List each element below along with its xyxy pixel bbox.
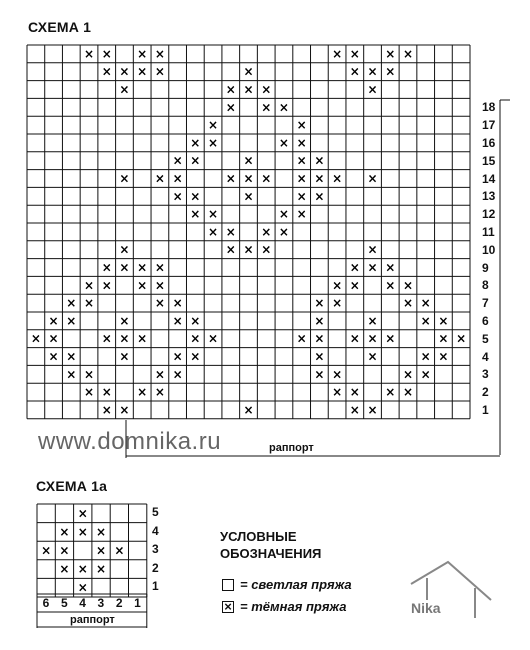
dark-stitch-cross: × bbox=[119, 242, 130, 257]
dark-stitch-cross: × bbox=[225, 242, 236, 257]
dark-stitch-cross: × bbox=[385, 331, 396, 346]
row-number: 1 bbox=[152, 579, 159, 594]
dark-stitch-cross: × bbox=[332, 385, 343, 400]
dark-stitch-cross: × bbox=[278, 224, 289, 239]
dark-stitch-cross: × bbox=[420, 296, 431, 311]
legend-light-label: = светлая пряжа bbox=[240, 577, 352, 592]
dark-stitch-cross: × bbox=[190, 189, 201, 204]
dark-stitch-cross: × bbox=[59, 524, 70, 539]
dark-stitch-cross: × bbox=[190, 313, 201, 328]
dark-stitch-cross: × bbox=[367, 82, 378, 97]
dark-stitch-cross: × bbox=[402, 367, 414, 382]
dark-stitch-cross: × bbox=[101, 402, 112, 417]
dark-stitch-cross: × bbox=[349, 331, 360, 346]
dark-stitch-cross: × bbox=[420, 367, 431, 382]
dark-stitch-cross: × bbox=[314, 296, 325, 311]
dark-stitch-cross: × bbox=[296, 118, 307, 133]
dark-stitch-cross: × bbox=[77, 562, 88, 577]
dark-stitch-cross: × bbox=[137, 64, 148, 79]
dark-cross-icon bbox=[222, 601, 234, 613]
dark-stitch-cross: × bbox=[420, 349, 431, 364]
dark-stitch-cross: × bbox=[208, 118, 219, 133]
dark-stitch-cross: × bbox=[48, 313, 59, 328]
dark-stitch-cross: × bbox=[243, 402, 254, 417]
dark-stitch-cross: × bbox=[59, 562, 70, 577]
dark-stitch-cross: × bbox=[243, 64, 254, 79]
dark-stitch-cross: × bbox=[190, 135, 201, 150]
dark-stitch-cross: × bbox=[41, 543, 52, 558]
dark-stitch-cross: × bbox=[190, 331, 201, 346]
dark-stitch-cross: × bbox=[261, 82, 272, 97]
dark-stitch-cross: × bbox=[96, 562, 107, 577]
dark-stitch-cross: × bbox=[77, 524, 88, 539]
schema1-rapport-label: раппорт bbox=[269, 442, 314, 454]
dark-stitch-cross: × bbox=[154, 260, 165, 275]
dark-stitch-cross: × bbox=[66, 367, 77, 382]
dark-stitch-cross: × bbox=[243, 153, 254, 168]
dark-stitch-cross: × bbox=[137, 46, 148, 61]
dark-stitch-cross: × bbox=[261, 100, 272, 115]
light-square-icon bbox=[222, 579, 234, 591]
dark-stitch-cross: × bbox=[137, 278, 148, 293]
dark-stitch-cross: × bbox=[66, 349, 77, 364]
dark-stitch-cross: × bbox=[349, 46, 360, 61]
dark-stitch-cross: × bbox=[367, 64, 378, 79]
dark-stitch-cross: × bbox=[119, 64, 130, 79]
dark-stitch-cross: × bbox=[119, 402, 130, 417]
dark-stitch-cross: × bbox=[296, 189, 307, 204]
dark-stitch-cross: × bbox=[367, 242, 378, 257]
dark-stitch-cross: × bbox=[225, 224, 236, 239]
row-number: 16 bbox=[482, 136, 496, 150]
row-number: 17 bbox=[482, 118, 496, 133]
dark-stitch-cross: × bbox=[101, 385, 112, 400]
dark-stitch-cross: × bbox=[438, 331, 449, 346]
dark-stitch-cross: × bbox=[119, 82, 130, 97]
dark-stitch-cross: × bbox=[119, 331, 130, 346]
dark-stitch-cross: × bbox=[420, 313, 431, 328]
dark-stitch-cross: × bbox=[154, 278, 165, 293]
logo-text: Nika bbox=[411, 600, 441, 616]
dark-stitch-cross: × bbox=[83, 296, 95, 311]
dark-stitch-cross: × bbox=[208, 331, 219, 346]
dark-stitch-cross: × bbox=[296, 135, 307, 150]
dark-stitch-cross: × bbox=[137, 260, 148, 275]
dark-stitch-cross: × bbox=[261, 242, 272, 257]
row-number: 4 bbox=[152, 523, 159, 538]
dark-stitch-cross: × bbox=[48, 349, 59, 364]
dark-stitch-cross: × bbox=[225, 171, 236, 186]
dark-stitch-cross: × bbox=[101, 331, 112, 346]
dark-stitch-cross: × bbox=[314, 171, 325, 186]
dark-stitch-cross: × bbox=[154, 385, 165, 400]
dark-stitch-cross: × bbox=[101, 278, 112, 293]
dark-stitch-cross: × bbox=[438, 349, 449, 364]
dark-stitch-cross: × bbox=[296, 153, 307, 168]
dark-stitch-cross: × bbox=[83, 385, 95, 400]
legend-title-line1: УСЛОВНЫЕ bbox=[220, 529, 297, 544]
dark-stitch-cross: × bbox=[225, 82, 236, 97]
dark-stitch-cross: × bbox=[367, 402, 378, 417]
dark-stitch-cross: × bbox=[314, 331, 325, 346]
dark-stitch-cross: × bbox=[243, 189, 254, 204]
dark-stitch-cross: × bbox=[208, 207, 219, 222]
dark-stitch-cross: × bbox=[278, 135, 289, 150]
dark-stitch-cross: × bbox=[278, 100, 289, 115]
dark-stitch-cross: × bbox=[332, 278, 343, 293]
dark-stitch-cross: × bbox=[278, 207, 289, 222]
dark-stitch-cross: × bbox=[314, 189, 325, 204]
dark-stitch-cross: × bbox=[456, 331, 467, 346]
dark-stitch-cross: × bbox=[119, 260, 130, 275]
dark-stitch-cross: × bbox=[154, 171, 165, 186]
row-number: 5 bbox=[482, 331, 489, 346]
column-number: 3 bbox=[97, 596, 105, 610]
row-number: 2 bbox=[482, 385, 489, 400]
dark-stitch-cross: × bbox=[172, 296, 183, 311]
row-number: 14 bbox=[482, 171, 496, 186]
dark-stitch-cross: × bbox=[296, 207, 307, 222]
dark-stitch-cross: × bbox=[77, 580, 88, 595]
dark-stitch-cross: × bbox=[332, 367, 343, 382]
row-number: 9 bbox=[482, 260, 489, 275]
row-number: 8 bbox=[482, 278, 489, 293]
row-number: 2 bbox=[152, 560, 159, 575]
row-number: 11 bbox=[482, 225, 495, 239]
schema1a-rapport-label: раппорт bbox=[70, 614, 115, 626]
row-number: 6 bbox=[482, 314, 489, 328]
dark-stitch-cross: × bbox=[385, 385, 396, 400]
dark-stitch-cross: × bbox=[367, 171, 378, 186]
watermark-url: www.domnika.ru bbox=[38, 428, 222, 455]
dark-stitch-cross: × bbox=[59, 543, 70, 558]
schema1-title: СХЕМА 1 bbox=[28, 19, 92, 35]
legend-light-yarn bbox=[222, 577, 352, 592]
dark-stitch-cross: × bbox=[332, 46, 343, 61]
dark-stitch-cross: × bbox=[349, 385, 360, 400]
dark-stitch-cross: × bbox=[243, 242, 254, 257]
row-number: 7 bbox=[482, 296, 489, 311]
column-number: 6 bbox=[42, 596, 50, 610]
dark-stitch-cross: × bbox=[137, 331, 148, 346]
dark-stitch-cross: × bbox=[261, 171, 272, 186]
dark-stitch-cross: × bbox=[77, 506, 88, 521]
dark-stitch-cross: × bbox=[172, 313, 183, 328]
row-number: 3 bbox=[482, 367, 489, 382]
dark-stitch-cross: × bbox=[314, 313, 325, 328]
legend-dark-label: = тёмная пряжа bbox=[240, 599, 347, 614]
column-number: 1 bbox=[134, 596, 141, 610]
dark-stitch-cross: × bbox=[208, 135, 219, 150]
dark-stitch-cross: × bbox=[296, 171, 307, 186]
dark-stitch-cross: × bbox=[385, 46, 396, 61]
dark-stitch-cross: × bbox=[243, 82, 254, 97]
column-number: 2 bbox=[115, 596, 123, 610]
dark-stitch-cross: × bbox=[137, 385, 148, 400]
row-number: 1 bbox=[482, 403, 489, 417]
row-number: 13 bbox=[482, 189, 496, 204]
row-number: 18 bbox=[482, 100, 496, 115]
dark-stitch-cross: × bbox=[190, 207, 201, 222]
dark-stitch-cross: × bbox=[154, 64, 165, 79]
dark-stitch-cross: × bbox=[119, 171, 130, 186]
legend-dark-yarn bbox=[222, 599, 346, 614]
dark-stitch-cross: × bbox=[172, 189, 183, 204]
dark-stitch-cross: × bbox=[349, 260, 360, 275]
dark-stitch-cross: × bbox=[154, 46, 165, 61]
dark-stitch-cross: × bbox=[190, 153, 201, 168]
dark-stitch-cross: × bbox=[243, 171, 254, 186]
dark-stitch-cross: × bbox=[114, 543, 125, 558]
dark-stitch-cross: × bbox=[367, 313, 378, 328]
dark-stitch-cross: × bbox=[101, 46, 112, 61]
dark-stitch-cross: × bbox=[367, 331, 378, 346]
dark-stitch-cross: × bbox=[172, 367, 183, 382]
dark-stitch-cross: × bbox=[172, 349, 183, 364]
column-number: 5 bbox=[60, 596, 68, 610]
column-number: 4 bbox=[79, 596, 86, 610]
dark-stitch-cross: × bbox=[261, 224, 272, 239]
dark-stitch-cross: × bbox=[385, 64, 396, 79]
dark-stitch-cross: × bbox=[332, 171, 343, 186]
dark-stitch-cross: × bbox=[402, 46, 414, 61]
dark-stitch-cross: × bbox=[101, 64, 112, 79]
dark-stitch-cross: × bbox=[314, 349, 325, 364]
dark-stitch-cross: × bbox=[385, 278, 396, 293]
dark-stitch-cross: × bbox=[172, 153, 183, 168]
dark-stitch-cross: × bbox=[367, 349, 378, 364]
dark-stitch-cross: × bbox=[96, 524, 107, 539]
dark-stitch-cross: × bbox=[402, 296, 414, 311]
dark-stitch-cross: × bbox=[66, 313, 77, 328]
dark-stitch-cross: × bbox=[66, 296, 77, 311]
dark-stitch-cross: × bbox=[296, 331, 307, 346]
dark-stitch-cross: × bbox=[172, 171, 183, 186]
dark-stitch-cross: × bbox=[225, 100, 236, 115]
legend-title-line2: ОБОЗНАЧЕНИЯ bbox=[220, 546, 322, 561]
dark-stitch-cross: × bbox=[83, 278, 95, 293]
dark-stitch-cross: × bbox=[385, 260, 396, 275]
dark-stitch-cross: × bbox=[48, 331, 59, 346]
dark-stitch-cross: × bbox=[314, 367, 325, 382]
row-number: 3 bbox=[152, 542, 159, 557]
dark-stitch-cross: × bbox=[367, 260, 378, 275]
dark-stitch-cross: × bbox=[83, 46, 95, 61]
dark-stitch-cross: × bbox=[119, 313, 130, 328]
dark-stitch-cross: × bbox=[438, 313, 449, 328]
dark-stitch-cross: × bbox=[349, 64, 360, 79]
dark-stitch-cross: × bbox=[119, 349, 130, 364]
dark-stitch-cross: × bbox=[30, 331, 41, 346]
dark-stitch-cross: × bbox=[154, 367, 165, 382]
dark-stitch-cross: × bbox=[349, 402, 360, 417]
dark-stitch-cross: × bbox=[101, 260, 112, 275]
dark-stitch-cross: × bbox=[402, 385, 414, 400]
row-number: 10 bbox=[482, 242, 496, 257]
dark-stitch-cross: × bbox=[332, 296, 343, 311]
row-number: 15 bbox=[482, 153, 496, 168]
dark-stitch-cross: × bbox=[314, 153, 325, 168]
dark-stitch-cross: × bbox=[402, 278, 414, 293]
row-number: 12 bbox=[482, 207, 496, 222]
dark-stitch-cross: × bbox=[190, 349, 201, 364]
legend-title bbox=[220, 528, 321, 562]
dark-stitch-cross: × bbox=[154, 296, 165, 311]
row-number: 4 bbox=[482, 349, 489, 364]
schema1a-title: СХЕМА 1а bbox=[36, 478, 108, 494]
row-number: 5 bbox=[152, 505, 159, 519]
dark-stitch-cross: × bbox=[349, 278, 360, 293]
dark-stitch-cross: × bbox=[208, 224, 219, 239]
dark-stitch-cross: × bbox=[96, 543, 107, 558]
dark-stitch-cross: × bbox=[83, 367, 95, 382]
